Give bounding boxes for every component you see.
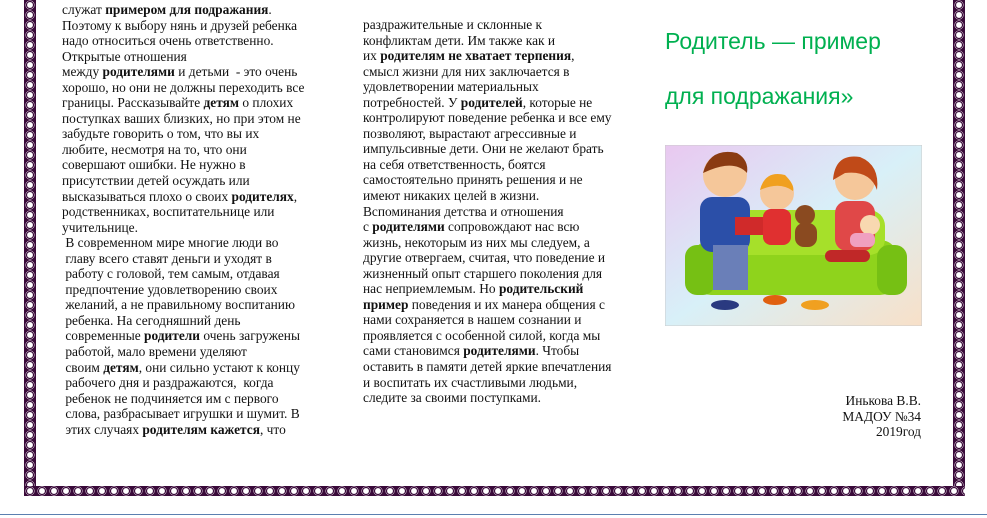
text-span: другие отвергаем, считая, что поведение и bbox=[363, 250, 606, 266]
text-span: , что bbox=[259, 421, 286, 437]
text-span: и детьми - это очень bbox=[174, 64, 298, 80]
text-line bbox=[62, 266, 304, 282]
text-span: ребенка. На сегодняшний день bbox=[62, 312, 241, 328]
text-span: жизнь, некоторым из них мы следуем, а bbox=[363, 234, 590, 250]
bold-text: родителям не хватает терпения bbox=[380, 48, 572, 64]
text-line bbox=[62, 126, 304, 142]
text-span: импульсивные дети. Они не желают брать bbox=[363, 141, 604, 157]
text-span: забудьте говорить о том, что вы их bbox=[62, 126, 260, 142]
text-line bbox=[363, 312, 612, 328]
text-line bbox=[363, 219, 612, 235]
text-span: своим bbox=[62, 359, 104, 375]
text-span: смысл жизни для них заключается в bbox=[363, 63, 570, 79]
text-span: оставить в памяти детей яркие впечатления bbox=[363, 359, 612, 375]
text-span: надо относиться очень ответственно. bbox=[62, 33, 274, 49]
text-span: поведения и их манера общения с bbox=[408, 296, 605, 312]
text-span: самостоятельно принять решения и не bbox=[363, 172, 583, 188]
text-line bbox=[62, 297, 304, 313]
text-span: присутствии детей осуждать или bbox=[62, 173, 250, 189]
text-line bbox=[363, 79, 612, 95]
text-span: и воспитать их счастливыми людьми, bbox=[363, 374, 578, 390]
signature-block bbox=[842, 393, 921, 440]
text-span: поступках ваших близких, но при этом не bbox=[62, 110, 301, 126]
text-span: очень загружены bbox=[200, 328, 300, 344]
text-line bbox=[62, 157, 304, 173]
text-column-2 bbox=[363, 17, 612, 406]
text-span: . Чтобы bbox=[535, 343, 580, 359]
text-line bbox=[363, 328, 612, 344]
text-line bbox=[62, 422, 304, 438]
text-span: рабочего дня и раздражаются, когда bbox=[62, 375, 274, 391]
text-span: между bbox=[62, 64, 103, 80]
text-line bbox=[62, 49, 304, 65]
text-span: позволяют, вырастают агрессивные и bbox=[363, 125, 577, 141]
text-span: учительнице. bbox=[62, 219, 138, 235]
text-span: на себя ответственность, боятся bbox=[363, 156, 546, 172]
text-line bbox=[363, 141, 612, 157]
text-line bbox=[62, 282, 304, 298]
text-line bbox=[62, 18, 304, 34]
text-line bbox=[363, 126, 612, 142]
text-line bbox=[363, 375, 612, 391]
text-span: сами становимся bbox=[363, 343, 464, 359]
text-line bbox=[62, 391, 304, 407]
bold-text: родителями bbox=[102, 64, 175, 80]
text-span: работой, мало времени уделяют bbox=[62, 344, 247, 360]
text-span: потребностей. У bbox=[363, 94, 461, 110]
text-span: удовлетворении материальных bbox=[363, 79, 539, 95]
text-line bbox=[363, 33, 612, 49]
text-line bbox=[62, 33, 304, 49]
text-line bbox=[363, 157, 612, 173]
text-span: предпочтение удовлетворению своих bbox=[62, 281, 278, 297]
text-span: главу всего ставят деньги и уходят в bbox=[62, 250, 272, 266]
text-span: современные bbox=[62, 328, 144, 344]
text-span: контролируют поведение ребенка и все ему bbox=[363, 110, 612, 126]
text-line bbox=[363, 281, 612, 297]
text-span: конфликтам дети. Им также как и bbox=[363, 32, 556, 48]
text-line bbox=[363, 172, 612, 188]
text-span: Открытые отношения bbox=[62, 48, 187, 64]
bottom-ornament-border bbox=[24, 486, 965, 496]
text-line bbox=[62, 406, 304, 422]
text-line bbox=[62, 251, 304, 267]
text-span: жизненный опыт старшего поколения для bbox=[363, 265, 603, 281]
text-line bbox=[62, 189, 304, 205]
bold-text: детям bbox=[103, 359, 139, 375]
right-ornament-border bbox=[953, 0, 965, 496]
title-line-2: для подражания» bbox=[665, 83, 854, 109]
text-span: слова, разбрасывает игрушки и шумит. В bbox=[62, 406, 300, 422]
bold-text: примером для подражания bbox=[105, 2, 269, 17]
text-span: сопровождают нас всю bbox=[444, 219, 580, 235]
text-line bbox=[62, 95, 304, 111]
text-span: имеют никаких целей в жизни. bbox=[363, 188, 540, 204]
text-span: о плохих bbox=[239, 95, 294, 111]
organization: МАДОУ №34 bbox=[842, 408, 921, 424]
text-line bbox=[363, 250, 612, 266]
text-span: , bbox=[571, 48, 575, 64]
left-ornament-border bbox=[24, 0, 36, 496]
text-span: . bbox=[268, 2, 272, 17]
text-span: проявляется с особенной силой, когда мы bbox=[363, 327, 601, 343]
text-line bbox=[62, 375, 304, 391]
family-illustration bbox=[665, 145, 922, 326]
text-line bbox=[363, 188, 612, 204]
text-line bbox=[62, 204, 304, 220]
author-name: Инькова В.В. bbox=[845, 393, 921, 408]
text-span: Поэтому к выбору нянь и друзей ребенка bbox=[62, 17, 298, 33]
text-span: хорошо, но они не должны переходить все bbox=[62, 79, 305, 95]
text-line bbox=[363, 110, 612, 126]
text-line bbox=[62, 360, 304, 376]
page-divider-line bbox=[0, 514, 987, 515]
text-span: следите за своими поступками. bbox=[363, 390, 542, 406]
bold-text: родительский bbox=[498, 281, 584, 297]
bold-text: родителей bbox=[460, 94, 523, 110]
text-span: ребенок не подчиняется им с первого bbox=[62, 390, 279, 406]
text-span: границы. Рассказывайте bbox=[62, 95, 204, 111]
text-span: служат bbox=[62, 2, 106, 17]
text-span: с bbox=[363, 219, 373, 235]
text-line bbox=[363, 95, 612, 111]
text-line bbox=[62, 111, 304, 127]
text-line bbox=[62, 235, 304, 251]
text-span: нас неприемлемым. Но bbox=[363, 281, 499, 297]
bold-text: родителям кажется bbox=[142, 421, 260, 437]
text-line bbox=[363, 266, 612, 282]
year: 2019год bbox=[875, 424, 921, 439]
text-span: , которые не bbox=[522, 94, 593, 110]
text-line bbox=[363, 17, 612, 33]
bold-text: родителях bbox=[231, 188, 294, 204]
text-line bbox=[363, 64, 612, 80]
text-span: работу с головой, тем самым, отдавая bbox=[62, 266, 280, 282]
text-line bbox=[62, 80, 304, 96]
text-span: родственниках, воспитательнице или bbox=[62, 204, 275, 220]
text-line bbox=[363, 235, 612, 251]
text-span: желаний, а не правильному воспитанию bbox=[62, 297, 295, 313]
bold-text: родителями bbox=[463, 343, 536, 359]
bold-text: детям bbox=[203, 95, 240, 111]
bold-text: родители bbox=[144, 328, 200, 344]
bold-text: пример bbox=[363, 296, 409, 312]
text-span: раздражительные и склонные к bbox=[363, 17, 543, 32]
title-line-1: Родитель — пример bbox=[665, 28, 881, 54]
text-span: Вспоминания детства и отношения bbox=[363, 203, 564, 219]
text-span: совершают ошибки. Не нужно в bbox=[62, 157, 246, 173]
text-column-1 bbox=[62, 2, 304, 437]
bold-text: родителями bbox=[372, 219, 445, 235]
text-span: , bbox=[293, 188, 298, 204]
text-line bbox=[62, 220, 304, 236]
text-line bbox=[363, 359, 612, 375]
text-line bbox=[363, 204, 612, 220]
text-line bbox=[62, 2, 304, 18]
text-line bbox=[62, 64, 304, 80]
text-line bbox=[363, 297, 612, 313]
text-line bbox=[363, 390, 612, 406]
text-span: их bbox=[363, 48, 381, 64]
text-span: высказываться плохо о своих bbox=[62, 188, 232, 204]
text-line bbox=[363, 343, 612, 359]
text-span: В современном мире многие люди во bbox=[62, 235, 279, 251]
text-span: нами сохраняется в нашем сознании и bbox=[363, 312, 582, 328]
text-span: этих случаях bbox=[62, 421, 143, 437]
text-span: , они сильно устают к концу bbox=[138, 359, 300, 375]
text-line bbox=[62, 328, 304, 344]
text-line bbox=[62, 142, 304, 158]
text-line bbox=[363, 48, 612, 64]
text-line bbox=[62, 313, 304, 329]
text-line bbox=[62, 173, 304, 189]
text-span: любите, несмотря на то, что они bbox=[62, 141, 247, 157]
text-line bbox=[62, 344, 304, 360]
